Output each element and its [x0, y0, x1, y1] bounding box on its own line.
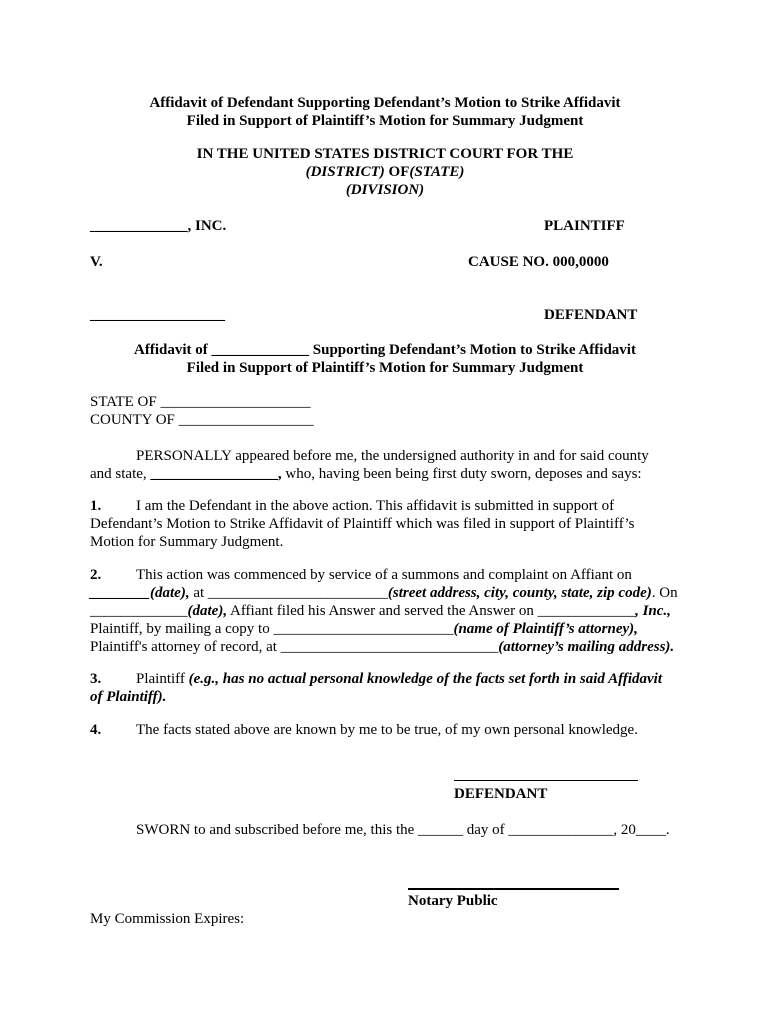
- state-placeholder: (STATE): [409, 164, 465, 180]
- commission-expires: My Commission Expires:: [90, 911, 245, 927]
- paragraph-text: Plaintiff's attorney of record, at _____________________________: [90, 639, 499, 655]
- paragraph-2: [90, 566, 680, 656]
- intro-text: PERSONALLY appeared before me, the undersigned authority in and for said county and state,: [90, 448, 649, 482]
- defendant-signature-line: [454, 780, 638, 781]
- date-blank: ________: [90, 585, 150, 601]
- paragraph-number: 4.: [90, 722, 102, 738]
- paragraph-number: 3.: [90, 671, 102, 687]
- notary-label: Notary Public: [408, 893, 498, 909]
- court-district: [90, 163, 680, 181]
- paragraph-hint: (e.g., has no actual personal knowledge of the facts set forth in said Affidavit of Plaintiff).: [90, 671, 662, 705]
- paragraph-text: This action was commenced by service of a summons and complaint on Affiant on: [136, 567, 632, 583]
- date-hint: (date),: [150, 585, 190, 601]
- document-title-line-1: Affidavit of Defendant Supporting Defendant’s Motion to Strike Affidavit: [149, 95, 621, 111]
- intro-text-end: who, having been being first duty sworn, deposes and says:: [281, 466, 642, 482]
- attorney-address-hint: (attorney’s mailing address).: [498, 639, 675, 655]
- notary-signature-line: [408, 888, 619, 890]
- paragraph-text: at ________________________: [189, 585, 388, 601]
- affiant-name-blank: _________________,: [150, 466, 282, 482]
- intro-paragraph: [90, 447, 665, 483]
- sworn-statement: SWORN to and subscribed before me, this the ______ day of ______________, 20____.: [136, 822, 670, 838]
- paragraph-text: Plaintiff, by mailing a copy to ________________________: [90, 621, 454, 637]
- affidavit-title-line-2: Filed in Support of Plaintiff’s Motion for Summary Judgment: [186, 360, 584, 376]
- defendant-label: DEFENDANT: [544, 307, 638, 323]
- attorney-name-hint: (name of Plaintiff’s attorney),: [453, 621, 638, 637]
- paragraph-text: I am the Defendant in the above action. This affidavit is submitted in support of Defendant’s Motion to Strike Affidavit of Plaintiff which was filed in support of Plaintiff’s Motion for Summary Judgment.: [90, 498, 635, 550]
- cause-number: CAUSE NO. 000,0000: [468, 254, 609, 270]
- paragraph-4: [90, 721, 675, 739]
- inc-text: , Inc.,: [635, 603, 671, 619]
- paragraph-number: 1.: [90, 498, 102, 514]
- court-name: IN THE UNITED STATES DISTRICT COURT FOR THE: [196, 146, 574, 162]
- paragraph-text: . On _____________: [90, 585, 678, 619]
- affidavit-title-line-1: Affidavit of _____________ Supporting Defendant’s Motion to Strike Affidavit: [134, 342, 636, 358]
- document-title-line-2: Filed in Support of Plaintiff’s Motion for Summary Judgment: [186, 113, 584, 129]
- paragraph-text: Plaintiff: [136, 671, 189, 687]
- state-of: STATE OF ____________________: [90, 394, 311, 410]
- paragraph-text: The facts stated above are known by me to be true, of my own personal knowledge.: [136, 722, 638, 738]
- paragraph-1: [90, 497, 650, 551]
- versus: V.: [90, 254, 103, 270]
- address-hint: (street address, city, county, state, zip code): [387, 585, 652, 601]
- paragraph-number: 2.: [90, 567, 102, 583]
- county-of: COUNTY OF __________________: [90, 412, 314, 428]
- paragraph-text: Affiant filed his Answer and served the Answer on _____________: [227, 603, 636, 619]
- paragraph-3: [90, 670, 675, 706]
- defendant-name: __________________: [90, 307, 225, 323]
- of-text: OF: [384, 164, 410, 180]
- date-hint: (date),: [187, 603, 228, 619]
- court-division: (DIVISION): [345, 182, 425, 198]
- defendant-signature-label: DEFENDANT: [454, 786, 548, 802]
- plaintiff-label: PLAINTIFF: [544, 218, 625, 234]
- district-placeholder: (DISTRICT): [305, 164, 385, 180]
- plaintiff-name: _____________, INC.: [90, 218, 227, 234]
